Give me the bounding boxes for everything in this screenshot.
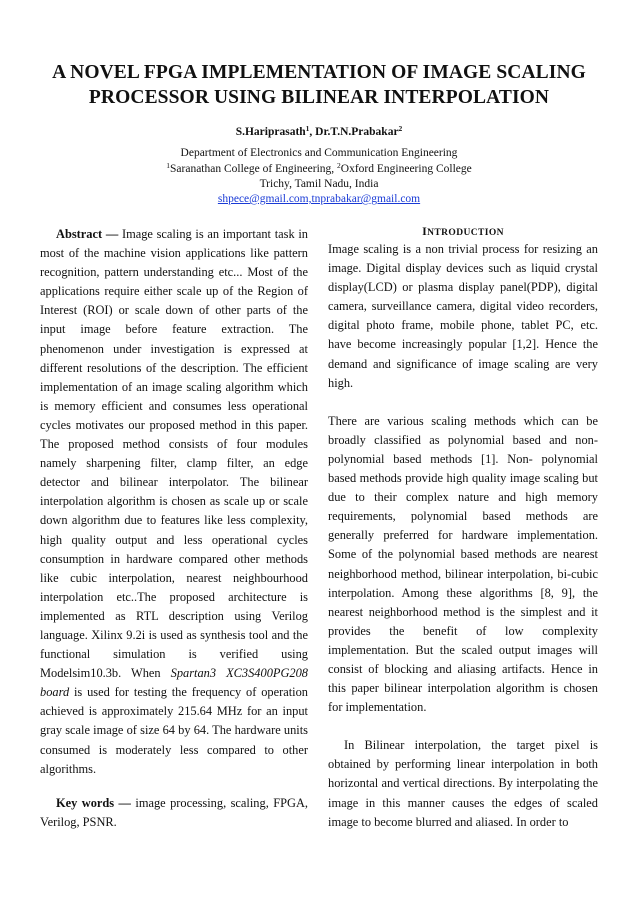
- introduction-heading: [328, 224, 598, 239]
- author-1: S.Hariprasath: [235, 126, 306, 138]
- title-line-2: PROCESSOR USING BILINEAR INTERPOLATION: [88, 87, 550, 108]
- keywords-paragraph: [40, 794, 308, 832]
- author-2-affiliation-mark: 2: [398, 124, 403, 133]
- paper-title: [40, 60, 598, 110]
- affiliations: [0, 162, 638, 177]
- location: Trichy, Tamil Nadu, India: [259, 178, 379, 190]
- abstract-text-2: is used for testing the frequency of operation achieved is approximately 215.64 MHz for an input gray scale image of size 64 by 64. The hardware units consumed is moderately less compared to other algorithms.: [40, 685, 308, 776]
- intro-paragraph-3: In Bilinear interpolation, the target pixel is obtained by performing linear interpolation in both horizontal and vertical directions. By interpolating the image in this manner causes the edges of scaled image to become blurred and aliased. In order to: [328, 738, 598, 829]
- abstract-board: Spartan3 XC3S400PG208 board: [40, 666, 308, 700]
- intro-paragraph-2: There are various scaling methods which can be broadly classified as polynomial based and non-polynomial based methods [1]. Non- polynomial based methods provide high quality image scaling but due to their complex nature and high memory requirements, polynomial based methods are generally preferred for hardware implementation. Some of the polynomial based methods are nearest neighborhood method, bilinear interpolation, bi-cubic interpolation. Among these algorithms [8, 9], the nearest neighborhood method is the simplest and it provides the benefit of low complexity implementation. But the scaled output images will consist of blocking and aliasing artifacts. Hence in this paper bilinear interpolation algorithm is chosen for implementation.: [328, 413, 598, 715]
- email-line: [0, 192, 638, 207]
- heading-rest: NTRODUCTION: [427, 228, 504, 238]
- authors: [0, 126, 638, 138]
- right-column: [328, 240, 598, 832]
- department: Department of Electronics and Communication Engineering: [180, 147, 458, 159]
- affiliation-2-mark: 2: [337, 161, 341, 170]
- abstract-label: Abstract —: [56, 227, 122, 241]
- affiliation-2: Oxford Engineering College: [340, 163, 472, 175]
- keywords-text: image processing, scaling, FPGA, Verilog, PSNR.: [40, 795, 308, 829]
- author-2: Dr.T.N.Prabakar: [315, 126, 399, 138]
- author-separator: ,: [309, 126, 316, 138]
- affiliation-1: Saranathan College of Engineering,: [170, 163, 338, 175]
- intro-paragraph-1: Image scaling is a non trivial process for resizing an image. Digital display devices such as liquid crystal display(LCD) or plasma display panel(PDP), digital camera, surveillance camera, digital video recorders, digital photo frame, mobile phone, tablet PC, etc. have become increasingly popular [1,2]. Hence the demand and significance of image scaling are very high.: [328, 242, 598, 390]
- abstract-text-1: Image scaling is an important task in most of the machine vision applications like pattern recognition, pattern understanding etc... Most of the applications require either scale up of the Region of Interest (ROI) or scale down of other parts of the input image before feature extraction. The phenomenon under investigation is expressed at different resolutions of the description. The efficient implementation of an image scaling algorithm which is memory efficient and consumes less operational cycles motivates our proposed method in this paper. The proposed method consists of four modules namely sharpening filter, clamp filter, an edge detector and bilinear interpolator. The bilinear interpolation algorithm is chosen as scale up or scale down algorithm due to features like less complexity, high quality output and less operational cycles consumption in hardware compared other methods like cubic interpolation, nearest neighbourhood interpolation etc..The proposed architecture is implemented as RTL description using Verilog language. Xilinx 9.2i is used as synthesis tool and the functional simulation is verified using Modelsim10.3b. When: [40, 227, 309, 681]
- affiliation-1-mark: 1: [166, 161, 171, 170]
- abstract-paragraph: [40, 225, 308, 779]
- author-1-affiliation-mark: 1: [305, 124, 310, 133]
- left-column: [40, 225, 308, 832]
- heading-initial: I: [422, 224, 428, 238]
- email-link[interactable]: shpece@gmail.com,tnprabakar@gmail.com: [217, 193, 421, 205]
- keywords-label: Key words —: [56, 795, 136, 810]
- title-line-1: A NOVEL FPGA IMPLEMENTATION OF IMAGE SCALING: [52, 62, 586, 83]
